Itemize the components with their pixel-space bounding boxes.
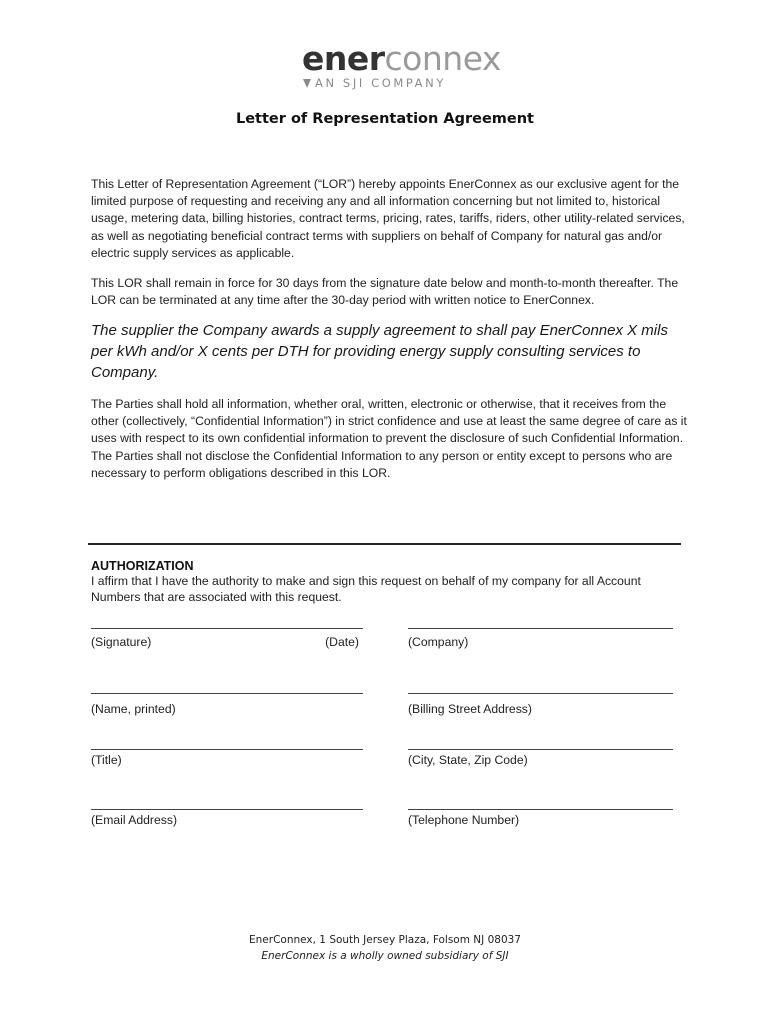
signature-line — [91, 628, 363, 629]
signature-label: (Signature) — [91, 635, 152, 649]
signature-date-field[interactable] — [91, 628, 363, 649]
city-state-zip-label: (City, State, Zip Code) — [408, 753, 528, 767]
company-line — [408, 628, 673, 629]
paragraph-compensation: The supplier the Company awards a supply agreement to shall pay EnerConnex X mils per kWh and/or X cents per DTH for providing energy supply consulting services to Company. — [91, 322, 668, 381]
telephone-line — [408, 809, 673, 810]
company-field[interactable] — [408, 628, 673, 649]
name-printed-label: (Name, printed) — [91, 702, 176, 716]
email-line — [91, 809, 363, 810]
paragraph-appointment: This Letter of Representation Agreement (“LOR”) hereby appoints EnerConnex as our exclusive agent for the limited purpose of requesting and receiving any and all information concerning but not limited to, historical usage, metering data, billing histories, contract terms, pricing, rates, tariffs, riders, other utility-related services, as well as negotiating beneficial contract terms with suppliers on behalf of Company for natural gas and/or electric supply services as applicable. — [91, 177, 685, 260]
document-title: Letter of Representation Agreement — [235, 111, 534, 127]
sji-leaf-icon — [302, 78, 312, 89]
telephone-field[interactable] — [408, 809, 673, 827]
paragraph-term: This LOR shall remain in force for 30 days from the signature date below and month-to-month thereafter. The LOR can be terminated at any time after the 30-day period with written notice to EnerConnex. — [91, 276, 679, 308]
title-field[interactable] — [91, 749, 363, 767]
logo-tagline-text: AN SJI COMPANY — [315, 76, 446, 90]
logo-wordmark — [302, 39, 501, 78]
logo-tagline — [302, 76, 482, 90]
footer-address: EnerConnex, 1 South Jersey Plaza, Folsom NJ 08037 — [249, 934, 521, 946]
logo-word-light: connex — [384, 39, 501, 78]
date-label: (Date) — [325, 635, 359, 649]
billing-address-label: (Billing Street Address) — [408, 702, 532, 716]
authorization-heading: AUTHORIZATION — [91, 559, 194, 573]
email-label: (Email Address) — [91, 813, 178, 827]
telephone-label: (Telephone Number) — [408, 813, 520, 827]
city-state-zip-field[interactable] — [408, 749, 673, 767]
logo-word-bold: ener — [302, 39, 385, 78]
title-label: (Title) — [91, 753, 122, 767]
name-line — [91, 693, 363, 694]
email-field[interactable] — [91, 809, 363, 827]
paragraph-confidentiality: The Parties shall hold all information, whether oral, written, electronic or otherwise, that it receives from the other (collectively, “Confidential Information”) in strict confidence and use at least the same degree of care as it uses with respect to its own confidential information to prevent the disclosure of such Confidential Information. The Parties shall not disclose the Confidential Information to any person or entity except to persons who are necessary to perform obligations described in this LOR. — [91, 397, 687, 480]
city-state-zip-line — [408, 749, 673, 750]
page-footer — [0, 932, 770, 964]
billing-address-field[interactable] — [408, 693, 673, 716]
company-label: (Company) — [408, 635, 469, 649]
title-line — [91, 749, 363, 750]
billing-address-line — [408, 693, 673, 694]
authorization-text: I affirm that I have the authority to make and sign this request on behalf of my company for all Account Numbers that are associated with this request. — [91, 574, 641, 604]
name-printed-field[interactable] — [91, 693, 363, 716]
section-divider — [88, 543, 681, 545]
footer-subsidiary: EnerConnex is a wholly owned subsidiary of SJI — [261, 950, 509, 962]
company-logo — [302, 39, 501, 90]
